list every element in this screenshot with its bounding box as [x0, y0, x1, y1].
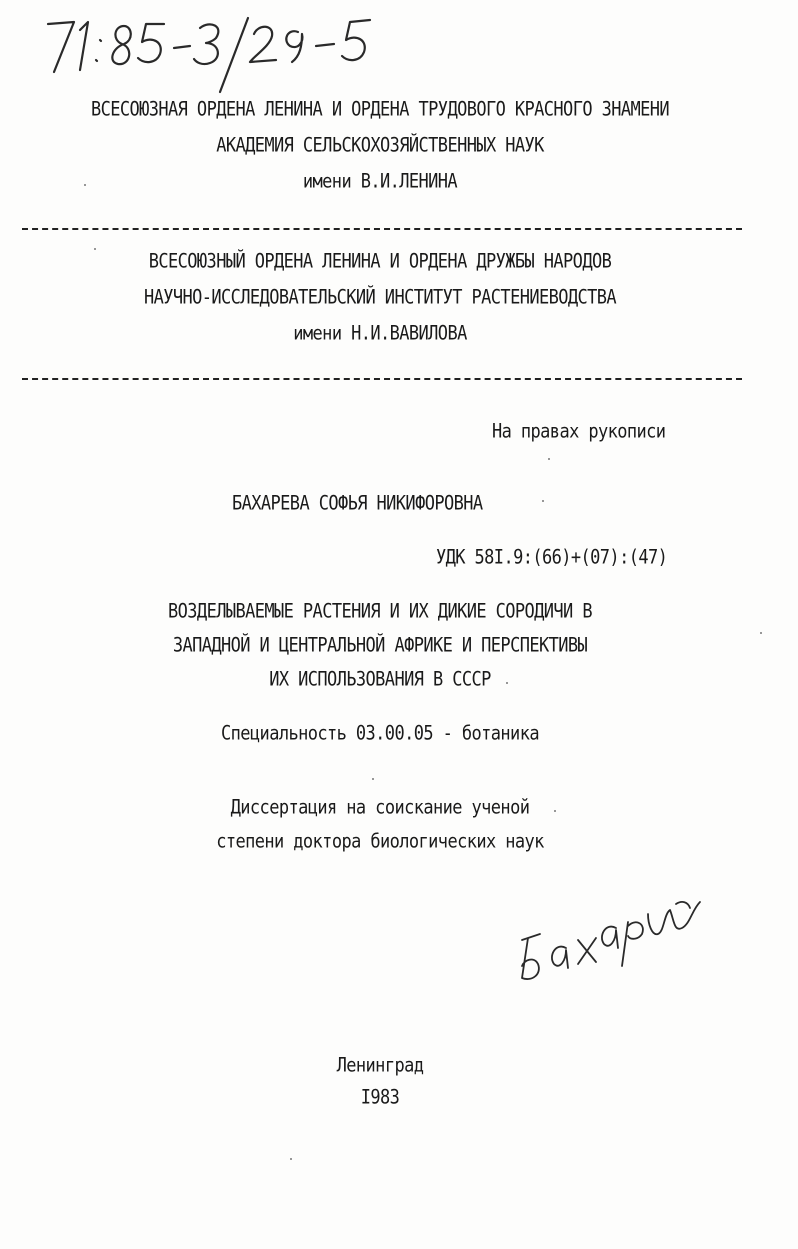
academy-name-line-1: ВСЕСОЮЗНАЯ ОРДЕНА ЛЕНИНА И ОРДЕНА ТРУДОВОГО КРАСНОГО ЗНАМЕНИ — [90, 98, 670, 121]
manuscript-rights-note: На правах рукописи — [492, 420, 666, 443]
institute-name-line-2: НАУЧНО-ИССЛЕДОВАТЕЛЬСКИЙ ИНСТИТУТ РАСТЕНИЕВОДСТВА — [143, 286, 617, 309]
dissertation-degree-line-2: степени доктора биологических наук — [216, 830, 544, 853]
author-name: БАХАРЕВА СОФЬЯ НИКИФОРОВНА — [232, 492, 483, 515]
dissertation-title-line-3: ИХ ИСПОЛЬЗОВАНИЯ В СССР — [269, 668, 491, 691]
institute-name-line-3: имени Н.И.ВАВИЛОВА — [293, 322, 467, 345]
dissertation-title-line-2: ЗАПАДНОЙ И ЦЕНТРАЛЬНОЙ АФРИКЕ И ПЕРСПЕКТИВЫ — [172, 634, 588, 657]
dashed-separator-1 — [22, 228, 742, 230]
udc-code: УДК 58I.9:(66)+(07):(47) — [436, 546, 668, 569]
scan-speck — [84, 184, 86, 186]
handwritten-signature — [500, 848, 720, 998]
dashed-separator-2 — [22, 378, 742, 380]
dissertation-title-line-1: ВОЗДЕЛЫВАЕМЫЕ РАСТЕНИЯ И ИХ ДИКИЕ СОРОДИЧИ В — [168, 600, 592, 623]
academy-name-line-2: АКАДЕМИЯ СЕЛЬСКОХОЗЯЙСТВЕННЫХ НАУК — [216, 134, 544, 157]
scan-speck — [542, 500, 544, 502]
year: I983 — [360, 1086, 400, 1109]
dissertation-degree-line-1: Диссертация на соискание ученой — [230, 796, 530, 819]
scan-speck — [94, 248, 96, 250]
scan-speck — [290, 1158, 292, 1160]
scan-speck — [554, 810, 556, 812]
scan-speck — [506, 682, 508, 684]
city: Ленинград — [336, 1054, 424, 1077]
scan-speck — [760, 632, 762, 634]
academy-name-line-3: имени В.И.ЛЕНИНА — [302, 170, 458, 193]
specialty-line: Специальность 03.00.05 - ботаника — [221, 722, 539, 745]
scan-speck — [548, 458, 550, 460]
institute-name-line-1: ВСЕСОЮЗНЫЙ ОРДЕНА ЛЕНИНА И ОРДЕНА ДРУЖБЫ НАРОДОВ — [148, 250, 612, 273]
scan-speck — [372, 778, 374, 780]
handwritten-archive-number — [40, 4, 400, 94]
